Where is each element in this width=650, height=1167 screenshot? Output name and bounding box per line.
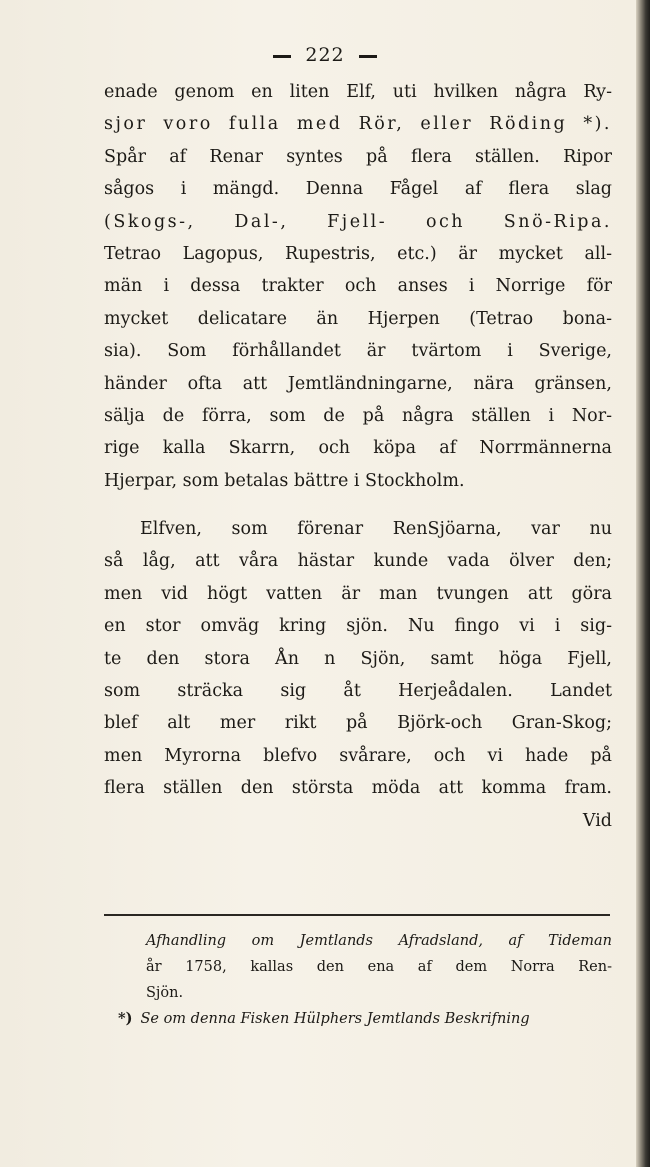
- text-line: sälja de förra, som de på några ställen i Nor-: [104, 405, 612, 426]
- text-line: män i dessa trakter och anses i Norrige för: [104, 276, 612, 297]
- paragraph-start-line: Elfven, som förenar RenSjöarna, var nu: [140, 519, 612, 540]
- text-line: sia). Som förhållandet är tvärtom i Sverige,: [104, 341, 612, 362]
- text-line: så låg, att våra hästar kunde vada ölver den;: [104, 551, 612, 572]
- binding-edge: [636, 0, 650, 1167]
- footnote-line: Afhandling om Jemtlands Afradsland, af Tideman: [146, 933, 612, 949]
- text-line: flera ställen den största möda att komma fram.: [104, 778, 612, 799]
- page-header: [0, 44, 650, 66]
- footnote-rule: [104, 914, 610, 916]
- text-line: enade genom en liten Elf, uti hvilken några Ry-: [104, 82, 612, 102]
- body-text: [104, 76, 612, 837]
- header-dash-right: [359, 55, 377, 58]
- footnote-line: år 1758, kallas den ena af dem Norra Ren-: [146, 959, 612, 975]
- text-line: te den stora Ån n Sjön, samt höga Fjell,: [104, 648, 612, 669]
- footnote-marker: *): [118, 1010, 133, 1027]
- text-line: Tetrao Lagopus, Rupestris, etc.) är mycket all-: [104, 243, 612, 264]
- text-line: blef alt mer rikt på Björk-och Gran-Skog;: [104, 713, 612, 734]
- footnote-text: Se om denna Fisken Hülphers Jemtlands Beskrifning: [140, 1011, 530, 1027]
- text-line: sågos i mängd. Denna Fågel af flera slag: [104, 179, 612, 200]
- text-line: men Myrorna blefvo svårare, och vi hade på: [104, 745, 612, 766]
- footnote-line: Sjön.: [146, 985, 184, 1001]
- header-dash-left: [273, 55, 291, 58]
- text-line: rige kalla Skarrn, och köpa af Norrmännerna: [104, 438, 612, 459]
- text-line: händer ofta att Jemtländningarne, nära gränsen,: [104, 373, 612, 394]
- text-line: sjor voro fulla med Rör, eller Röding *).: [104, 114, 612, 135]
- text-line: mycket delicatare än Hjerpen (Tetrao bona-: [104, 308, 612, 329]
- paragraph-gap: [104, 497, 612, 513]
- paragraph-end-line: Hjerpar, som betalas bättre i Stockholm.: [104, 470, 465, 491]
- text-line: (Skogs-, Dal-, Fjell- och Snö-Ripa.: [104, 211, 612, 232]
- text-line: men vid högt vatten är man tvungen att göra: [104, 583, 612, 604]
- footnote-line: [118, 1006, 612, 1032]
- text-line: Spår af Renar syntes på flera ställen. Ripor: [104, 146, 612, 167]
- text-line: en stor omväg kring sjön. Nu fingo vi i sig-: [104, 616, 612, 637]
- footnotes: [118, 928, 612, 1032]
- page-number: 222: [305, 44, 345, 66]
- text-line: som sträcka sig åt Herjeådalen. Landet: [104, 681, 612, 702]
- catchword: Vid: [582, 810, 612, 831]
